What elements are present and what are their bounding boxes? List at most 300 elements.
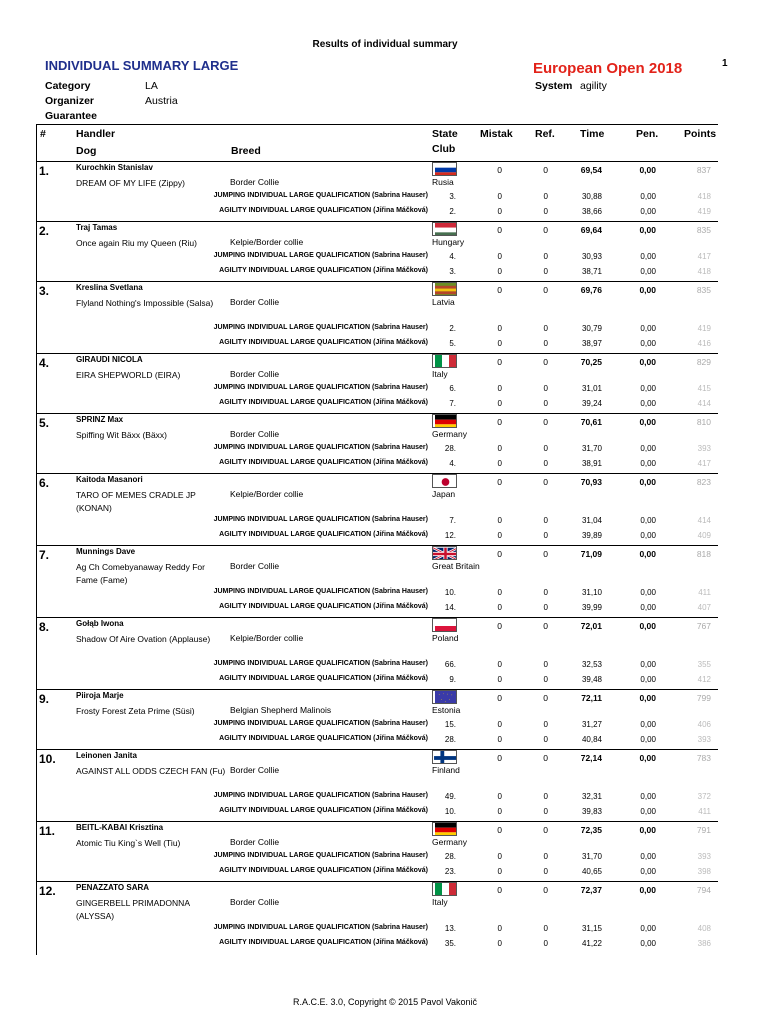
handler-name: Kaitoda Masanori	[76, 475, 143, 484]
breed: Belgian Shepherd Malinois	[230, 705, 332, 715]
points: 783	[696, 753, 711, 763]
summary-title: INDIVIDUAL SUMMARY LARGE	[45, 58, 239, 73]
agility-run-label: AGILITY INDIVIDUAL LARGE QUALIFICATION (Jiřina Máčková)	[219, 807, 428, 814]
handler-name: PENAZZATO SARA	[76, 883, 150, 892]
agility-points: 393	[697, 735, 711, 744]
agility-refusals: 0	[543, 207, 548, 216]
handler-name: Traj Tamas	[76, 223, 118, 232]
time: 72,37	[580, 885, 602, 895]
time: 69,76	[580, 285, 602, 295]
result-row	[36, 545, 718, 617]
agility-refusals: 0	[543, 603, 548, 612]
agility-subrow	[36, 531, 718, 545]
jumping-run-label: JUMPING INDIVIDUAL LARGE QUALIFICATION (Sabrina Hauser)	[213, 324, 428, 331]
jumping-penalty: 0,00	[640, 384, 656, 393]
column-header-hash: #	[40, 128, 46, 140]
country: Italy	[432, 369, 448, 379]
jumping-points: 355	[697, 660, 711, 669]
country: Rusia	[432, 177, 454, 187]
hungary-flag-icon	[432, 222, 457, 236]
jumping-refusals: 0	[543, 924, 548, 933]
agility-refusals: 0	[543, 459, 548, 468]
country: Germany	[432, 837, 467, 847]
dog-name: Flyland Nothing's Impossible (Salsa)	[76, 298, 214, 308]
agility-rank: 2.	[449, 207, 456, 216]
system-value: agility	[580, 80, 607, 92]
dog-name: Once again Riu my Queen (Riu)	[76, 238, 197, 248]
agility-time: 41,22	[581, 939, 602, 948]
rank: 2.	[39, 224, 50, 238]
agility-mistakes: 0	[497, 807, 502, 816]
column-header-mistakes: Mistak	[480, 128, 513, 140]
jumping-points: 418	[697, 192, 711, 201]
germany-flag-icon	[432, 822, 457, 836]
breed: Border Collie	[230, 429, 280, 439]
breed: Border Collie	[230, 765, 280, 775]
agility-points: 416	[697, 339, 711, 348]
penalty: 0,00	[639, 225, 656, 235]
agility-rank: 7.	[449, 399, 456, 408]
jumping-mistakes: 0	[497, 792, 502, 801]
breed: Border Collie	[230, 369, 280, 379]
agility-mistakes: 0	[497, 531, 502, 540]
agility-run-label: AGILITY INDIVIDUAL LARGE QUALIFICATION (Jiřina Máčková)	[219, 603, 428, 610]
agility-run-label: AGILITY INDIVIDUAL LARGE QUALIFICATION (Jiřina Máčková)	[219, 531, 428, 538]
points: 835	[696, 225, 711, 235]
column-header-dog: Dog	[76, 145, 97, 157]
result-row	[36, 689, 718, 749]
rank: 4.	[39, 356, 50, 370]
jumping-time: 31,04	[581, 516, 602, 525]
jumping-points: 414	[697, 516, 711, 525]
jumping-refusals: 0	[543, 444, 548, 453]
column-header-club: Club	[432, 143, 456, 155]
agility-run-label: AGILITY INDIVIDUAL LARGE QUALIFICATION (Jiřina Máčková)	[219, 939, 428, 946]
agility-time: 40,84	[581, 735, 602, 744]
agility-run-label: AGILITY INDIVIDUAL LARGE QUALIFICATION (Jiřina Máčková)	[219, 207, 428, 214]
rank: 12.	[39, 884, 56, 898]
japan-flag-icon	[432, 474, 457, 488]
event-title: European Open 2018	[533, 60, 683, 77]
mistakes: 0	[497, 621, 502, 631]
points: 818	[696, 549, 711, 559]
jumping-subrow	[36, 444, 718, 458]
dog-name: Shadow Of Aire Ovation (Applause)	[76, 634, 211, 644]
time: 72,35	[580, 825, 602, 835]
breed: Border Collie	[230, 897, 280, 907]
breed: Border Collie	[230, 561, 280, 571]
jumping-run-label: JUMPING INDIVIDUAL LARGE QUALIFICATION (Sabrina Hauser)	[213, 516, 428, 523]
jumping-mistakes: 0	[497, 252, 502, 261]
rank: 5.	[39, 416, 50, 430]
system-label: System	[535, 80, 573, 92]
agility-subrow	[36, 603, 718, 617]
agility-penalty: 0,00	[640, 399, 656, 408]
mistakes: 0	[497, 825, 502, 835]
result-row	[36, 749, 718, 821]
refusals: 0	[543, 165, 548, 175]
column-header-penalty: Pen.	[636, 128, 659, 140]
agility-mistakes: 0	[497, 339, 502, 348]
jumping-mistakes: 0	[497, 516, 502, 525]
points: 799	[696, 693, 711, 703]
jumping-penalty: 0,00	[640, 192, 656, 201]
country: Germany	[432, 429, 467, 439]
jumping-points: 411	[698, 588, 711, 597]
points: 823	[696, 477, 711, 487]
agility-refusals: 0	[543, 267, 548, 276]
column-header-state: State	[432, 128, 458, 140]
time: 71,09	[580, 549, 602, 559]
jumping-rank: 28.	[444, 852, 456, 861]
penalty: 0,00	[639, 549, 656, 559]
jumping-subrow	[36, 660, 718, 674]
country: Poland	[432, 633, 459, 643]
agility-time: 39,24	[581, 399, 602, 408]
estonia-flag-icon	[432, 690, 457, 704]
jumping-points: 393	[697, 852, 711, 861]
finland-flag-icon	[432, 750, 457, 764]
agility-rank: 12.	[444, 531, 456, 540]
time: 69,54	[580, 165, 602, 175]
jumping-subrow	[36, 252, 718, 266]
mistakes: 0	[497, 753, 502, 763]
mistakes: 0	[497, 225, 502, 235]
handler-name: Leinonen Janita	[76, 751, 137, 760]
jumping-refusals: 0	[543, 324, 548, 333]
jumping-points: 415	[697, 384, 711, 393]
penalty: 0,00	[639, 285, 656, 295]
agility-time: 38,66	[581, 207, 602, 216]
points: 767	[696, 621, 711, 631]
jumping-refusals: 0	[543, 252, 548, 261]
refusals: 0	[543, 477, 548, 487]
country: Italy	[432, 897, 448, 907]
dog-name: GINGERBELL PRIMADONNA (ALYSSA)	[76, 898, 190, 921]
agility-subrow	[36, 207, 718, 221]
jumping-penalty: 0,00	[640, 252, 656, 261]
penalty: 0,00	[639, 477, 656, 487]
page-number: 1	[722, 58, 728, 69]
agility-points: 386	[697, 939, 711, 948]
russia-flag-icon	[432, 162, 457, 176]
result-row	[36, 161, 718, 221]
agility-rank: 14.	[444, 603, 456, 612]
guarantee-label: Guarantee	[45, 110, 97, 122]
jumping-penalty: 0,00	[640, 324, 656, 333]
italy-flag-icon	[432, 882, 457, 896]
poland-flag-icon	[432, 618, 457, 632]
agility-points: 418	[697, 267, 711, 276]
points: 794	[696, 885, 711, 895]
jumping-rank: 49.	[444, 792, 456, 801]
agility-time: 38,91	[581, 459, 602, 468]
country: Hungary	[432, 237, 465, 247]
dog-name: DREAM OF MY LIFE (Zippy)	[76, 178, 185, 188]
handler-name: Piiroja Marje	[76, 691, 124, 700]
agility-time: 38,71	[581, 267, 602, 276]
jumping-run-label: JUMPING INDIVIDUAL LARGE QUALIFICATION (Sabrina Hauser)	[213, 588, 428, 595]
jumping-penalty: 0,00	[640, 852, 656, 861]
jumping-run-label: JUMPING INDIVIDUAL LARGE QUALIFICATION (Sabrina Hauser)	[213, 720, 428, 727]
dog-name: Spiffing Wit Bäxx (Bäxx)	[76, 430, 168, 440]
agility-refusals: 0	[543, 735, 548, 744]
penalty: 0,00	[639, 693, 656, 703]
agility-penalty: 0,00	[640, 267, 656, 276]
jumping-rank: 4.	[449, 252, 456, 261]
jumping-refusals: 0	[543, 660, 548, 669]
time: 69,64	[580, 225, 602, 235]
organizer-label: Organizer	[45, 95, 95, 107]
jumping-points: 406	[697, 720, 711, 729]
mistakes: 0	[497, 285, 502, 295]
jumping-rank: 6.	[449, 384, 456, 393]
agility-mistakes: 0	[497, 603, 502, 612]
dog-name: Ag Ch Comebyanaway Reddy For Fame (Fame)	[76, 562, 205, 585]
dog-name: Atomic Tiu King`s Well (Tiu)	[76, 838, 181, 848]
agility-points: 417	[697, 459, 711, 468]
agility-points: 407	[697, 603, 711, 612]
mistakes: 0	[497, 477, 502, 487]
agility-subrow	[36, 267, 718, 281]
rank: 7.	[39, 548, 50, 562]
country: Latvia	[432, 297, 455, 307]
agility-time: 40,65	[581, 867, 602, 876]
agility-points: 411	[698, 807, 711, 816]
agility-refusals: 0	[543, 867, 548, 876]
jumping-time: 30,79	[581, 324, 602, 333]
agility-points: 412	[697, 675, 711, 684]
agility-penalty: 0,00	[640, 207, 656, 216]
agility-penalty: 0,00	[640, 339, 656, 348]
jumping-penalty: 0,00	[640, 588, 656, 597]
jumping-mistakes: 0	[497, 192, 502, 201]
country: Japan	[432, 489, 456, 499]
agility-penalty: 0,00	[640, 531, 656, 540]
jumping-time: 31,70	[581, 444, 602, 453]
result-row	[36, 413, 718, 473]
report-top-title: Results of individual summary	[312, 39, 458, 50]
agility-run-label: AGILITY INDIVIDUAL LARGE QUALIFICATION (Jiřina Máčková)	[219, 675, 428, 682]
jumping-subrow	[36, 192, 718, 206]
category-value: LA	[145, 80, 158, 92]
time: 70,25	[580, 357, 602, 367]
jumping-points: 393	[697, 444, 711, 453]
agility-run-label: AGILITY INDIVIDUAL LARGE QUALIFICATION (Jiřina Máčková)	[219, 339, 428, 346]
agility-refusals: 0	[543, 675, 548, 684]
footer-copyright: R.A.C.E. 3.0, Copyright © 2015 Pavol Vakonič	[292, 997, 478, 1007]
agility-time: 39,89	[581, 531, 602, 540]
agility-rank: 4.	[449, 459, 456, 468]
agility-mistakes: 0	[497, 267, 502, 276]
penalty: 0,00	[639, 417, 656, 427]
agility-mistakes: 0	[497, 735, 502, 744]
latvia-flag-icon	[432, 282, 457, 296]
rank: 10.	[39, 752, 56, 766]
agility-rank: 3.	[449, 267, 456, 276]
jumping-subrow	[36, 516, 718, 530]
mistakes: 0	[497, 165, 502, 175]
jumping-time: 31,15	[581, 924, 602, 933]
points: 829	[696, 357, 711, 367]
italy-flag-icon	[432, 354, 457, 368]
handler-name: BEITL-KABAI Krisztina	[76, 823, 164, 832]
time: 72,14	[580, 753, 602, 763]
jumping-rank: 13.	[444, 924, 456, 933]
jumping-rank: 28.	[444, 444, 456, 453]
jumping-points: 417	[697, 252, 711, 261]
agility-run-label: AGILITY INDIVIDUAL LARGE QUALIFICATION (Jiřina Máčková)	[219, 267, 428, 274]
jumping-penalty: 0,00	[640, 660, 656, 669]
time: 72,11	[581, 693, 602, 703]
jumping-rank: 10.	[444, 588, 456, 597]
refusals: 0	[543, 225, 548, 235]
result-row	[36, 221, 718, 281]
jumping-subrow	[36, 384, 718, 398]
agility-subrow	[36, 675, 718, 689]
result-row	[36, 473, 718, 545]
agility-refusals: 0	[543, 339, 548, 348]
column-header-handler: Handler	[76, 128, 116, 140]
jumping-rank: 15.	[444, 720, 456, 729]
breed: Border Collie	[230, 297, 280, 307]
refusals: 0	[543, 549, 548, 559]
agility-rank: 23.	[444, 867, 456, 876]
handler-name: SPRINZ Max	[76, 415, 124, 424]
result-row	[36, 821, 718, 881]
jumping-mistakes: 0	[497, 660, 502, 669]
agility-subrow	[36, 459, 718, 473]
mistakes: 0	[497, 885, 502, 895]
breed: Kelpie/Border collie	[230, 633, 304, 643]
germany-flag-icon	[432, 414, 457, 428]
handler-name: GIRAUDI NICOLA	[76, 355, 143, 364]
penalty: 0,00	[639, 357, 656, 367]
agility-time: 39,83	[581, 807, 602, 816]
refusals: 0	[543, 753, 548, 763]
jumping-points: 408	[697, 924, 711, 933]
agility-points: 398	[697, 867, 711, 876]
dog-name: AGAINST ALL ODDS CZECH FAN (Fu)	[76, 766, 226, 776]
jumping-subrow	[36, 324, 718, 338]
handler-name: Munnings Dave	[76, 547, 136, 556]
jumping-time: 31,10	[581, 588, 602, 597]
agility-subrow	[36, 399, 718, 413]
agility-penalty: 0,00	[640, 735, 656, 744]
agility-run-label: AGILITY INDIVIDUAL LARGE QUALIFICATION (Jiřina Máčková)	[219, 735, 428, 742]
agility-run-label: AGILITY INDIVIDUAL LARGE QUALIFICATION (Jiřina Máčková)	[219, 459, 428, 466]
agility-time: 39,99	[581, 603, 602, 612]
result-row	[36, 617, 718, 689]
country: Estonia	[432, 705, 461, 715]
jumping-run-label: JUMPING INDIVIDUAL LARGE QUALIFICATION (Sabrina Hauser)	[213, 660, 428, 667]
gb-flag-icon	[432, 546, 457, 560]
jumping-refusals: 0	[543, 852, 548, 861]
breed: Kelpie/Border collie	[230, 489, 304, 499]
country: Finland	[432, 765, 460, 775]
jumping-rank: 7.	[449, 516, 456, 525]
column-header-time: Time	[580, 128, 605, 140]
agility-penalty: 0,00	[640, 867, 656, 876]
jumping-points: 419	[697, 324, 711, 333]
refusals: 0	[543, 693, 548, 703]
jumping-run-label: JUMPING INDIVIDUAL LARGE QUALIFICATION (Sabrina Hauser)	[213, 792, 428, 799]
result-row	[36, 881, 718, 953]
handler-name: Kreslina Svetlana	[76, 283, 143, 292]
penalty: 0,00	[639, 165, 656, 175]
jumping-mistakes: 0	[497, 852, 502, 861]
agility-penalty: 0,00	[640, 807, 656, 816]
agility-mistakes: 0	[497, 399, 502, 408]
jumping-points: 372	[697, 792, 711, 801]
refusals: 0	[543, 621, 548, 631]
jumping-mistakes: 0	[497, 324, 502, 333]
points: 791	[696, 825, 711, 835]
jumping-rank: 3.	[449, 192, 456, 201]
agility-mistakes: 0	[497, 939, 502, 948]
jumping-time: 30,93	[581, 252, 602, 261]
agility-subrow	[36, 807, 718, 821]
points: 837	[696, 165, 711, 175]
mistakes: 0	[497, 693, 502, 703]
agility-run-label: AGILITY INDIVIDUAL LARGE QUALIFICATION (Jiřina Máčková)	[219, 867, 428, 874]
breed: Border Collie	[230, 837, 280, 847]
jumping-rank: 66.	[444, 660, 456, 669]
jumping-subrow	[36, 852, 718, 866]
time: 70,93	[580, 477, 602, 487]
column-header-breed: Breed	[231, 145, 261, 157]
jumping-run-label: JUMPING INDIVIDUAL LARGE QUALIFICATION (Sabrina Hauser)	[213, 252, 428, 259]
jumping-refusals: 0	[543, 516, 548, 525]
refusals: 0	[543, 285, 548, 295]
jumping-time: 32,31	[581, 792, 602, 801]
time: 70,61	[580, 417, 602, 427]
jumping-penalty: 0,00	[640, 516, 656, 525]
rank: 1.	[39, 164, 50, 178]
jumping-time: 31,01	[581, 384, 602, 393]
time: 72,01	[580, 621, 602, 631]
jumping-time: 30,88	[581, 192, 602, 201]
agility-subrow	[36, 867, 718, 881]
jumping-mistakes: 0	[497, 588, 502, 597]
breed: Kelpie/Border collie	[230, 237, 304, 247]
organizer-value: Austria	[145, 95, 178, 107]
dog-name: EIRA SHEPWORLD (EIRA)	[76, 370, 181, 380]
agility-rank: 28.	[444, 735, 456, 744]
agility-time: 39,48	[581, 675, 602, 684]
points: 810	[696, 417, 711, 427]
result-row	[36, 281, 718, 353]
agility-points: 409	[697, 531, 711, 540]
penalty: 0,00	[639, 621, 656, 631]
jumping-subrow	[36, 924, 718, 938]
jumping-subrow	[36, 588, 718, 602]
jumping-refusals: 0	[543, 192, 548, 201]
jumping-subrow	[36, 792, 718, 806]
agility-mistakes: 0	[497, 867, 502, 876]
agility-points: 414	[697, 399, 711, 408]
mistakes: 0	[497, 357, 502, 367]
jumping-time: 31,27	[581, 720, 602, 729]
agility-subrow	[36, 939, 718, 953]
rank: 3.	[39, 284, 50, 298]
jumping-rank: 2.	[449, 324, 456, 333]
jumping-run-label: JUMPING INDIVIDUAL LARGE QUALIFICATION (Sabrina Hauser)	[213, 444, 428, 451]
country: Great Britain	[432, 561, 480, 571]
category-label: Category	[45, 80, 91, 92]
jumping-penalty: 0,00	[640, 720, 656, 729]
refusals: 0	[543, 417, 548, 427]
